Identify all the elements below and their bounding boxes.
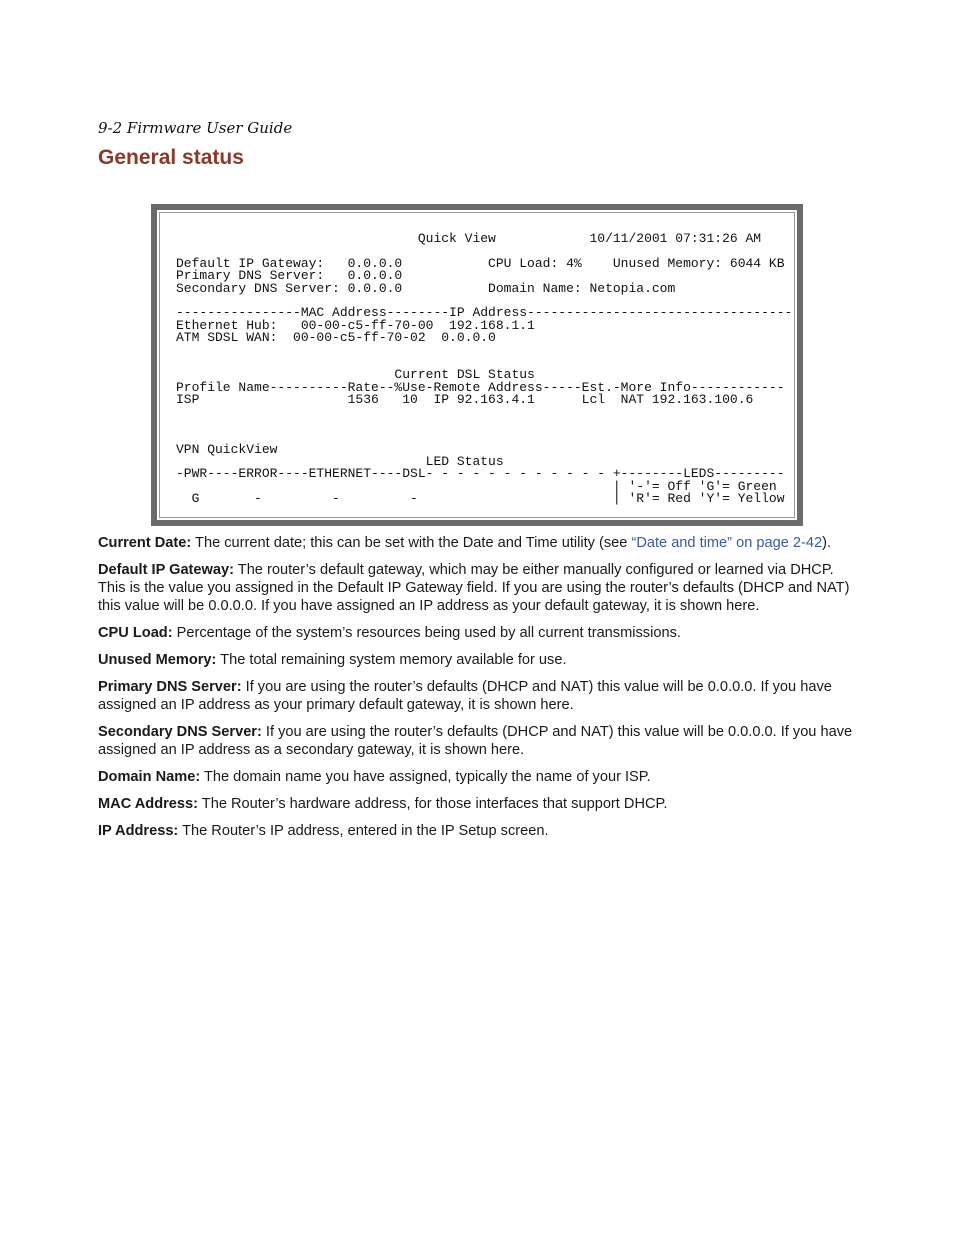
terminal-line: Current DSL Status [176, 367, 535, 383]
definition-item [98, 822, 854, 840]
definition-term: IP Address: [98, 823, 179, 839]
definition-text: The Router’s IP address, entered in the IP Setup screen. [178, 823, 549, 839]
terminal-text [176, 233, 796, 523]
terminal-line: Profile Name----------Rate--%Use-Remote Address-----Est.-More Info------------ [176, 379, 785, 395]
terminal-line: | '-'= Off 'G'= Green [176, 478, 777, 494]
definition-term: Primary DNS Server: [98, 679, 242, 695]
terminal-line: LED Status [176, 454, 504, 470]
definition-text: Percentage of the system’s resources being used by all current transmissions. [172, 625, 681, 641]
definition-text: The router’s default gateway, which may be either manually configured or learned via DHCP. This is the value you assigned in the Default IP Gateway field. If you are using the router’s defaults (DHCP and NAT) this value will be 0.0.0.0. If you have assigned an IP address as your default gateway, it is shown here. [98, 562, 850, 614]
definition-term: MAC Address: [98, 796, 199, 812]
terminal-line: Ethernet Hub: 00-00-c5-ff-70-00 192.168.1.1 [176, 317, 535, 333]
cross-reference-link[interactable]: “Date and time” on page 2-42 [631, 535, 823, 551]
terminal-line: Quick View 10/11/2001 07:31:26 AM [176, 231, 762, 246]
terminal-line: Default IP Gateway: 0.0.0.0 CPU Load: 4% Unused Memory: 6044 KB [176, 255, 785, 271]
terminal-line: G - - - | 'R'= Red 'Y'= Yellow [176, 491, 785, 507]
running-header: 9-2 Firmware User Guide [98, 119, 293, 137]
definition-text: If you are using the router’s defaults (DHCP and NAT) this value will be 0.0.0.0. If you have assigned an IP address as a secondary gateway, it is shown here. [98, 724, 853, 758]
definition-item [98, 678, 854, 714]
definition-item [98, 795, 854, 813]
definition-item [98, 624, 854, 642]
terminal-line: ISP 1536 10 IP 92.163.4.1 Lcl NAT 192.163.100.6 [176, 392, 754, 408]
definition-text: The total remaining system memory available for use. [216, 652, 567, 668]
definition-item [98, 534, 854, 552]
terminal-line: Primary DNS Server: 0.0.0.0 [176, 268, 403, 284]
section-title: General status [98, 146, 244, 169]
definition-text: The current date; this can be set with the Date and Time utility (see [191, 535, 632, 551]
definition-text: The domain name you have assigned, typically the name of your ISP. [200, 769, 651, 785]
terminal-line: -PWR----ERROR----ETHERNET----DSL- - - - - - - - - - - - +--------LEDS--------- [176, 466, 785, 482]
definition-item [98, 561, 854, 615]
definition-item [98, 768, 854, 786]
definition-list [98, 534, 854, 849]
terminal-line: ATM SDSL WAN: 00-00-c5-ff-70-02 0.0.0.0 [176, 330, 496, 346]
definition-term: Domain Name: [98, 769, 201, 785]
definition-term: Default IP Gateway: [98, 562, 234, 578]
definition-text-end: ). [822, 535, 832, 551]
terminal-line [176, 406, 796, 418]
definition-term: Secondary DNS Server: [98, 724, 262, 740]
terminal-line: VPN QuickView [176, 441, 278, 457]
definition-item [98, 723, 854, 759]
definition-term: Current Date: [98, 535, 192, 551]
definition-item [98, 651, 854, 669]
terminal-line: ----------------MAC Address--------IP Address---------------------------------- [176, 305, 793, 321]
quick-view-screenshot [151, 204, 803, 526]
terminal-line [176, 419, 796, 431]
definition-term: Unused Memory: [98, 652, 217, 668]
definition-term: CPU Load: [98, 625, 173, 641]
definition-text: If you are using the router’s defaults (DHCP and NAT) this value will be 0.0.0.0. If you have assigned an IP address as your primary default gateway, it is shown here. [98, 679, 832, 713]
terminal-line: Secondary DNS Server: 0.0.0.0 Domain Name: Netopia.com [176, 280, 676, 296]
terminal-line [176, 345, 796, 357]
definition-text: The Router’s hardware address, for those interfaces that support DHCP. [198, 796, 668, 812]
